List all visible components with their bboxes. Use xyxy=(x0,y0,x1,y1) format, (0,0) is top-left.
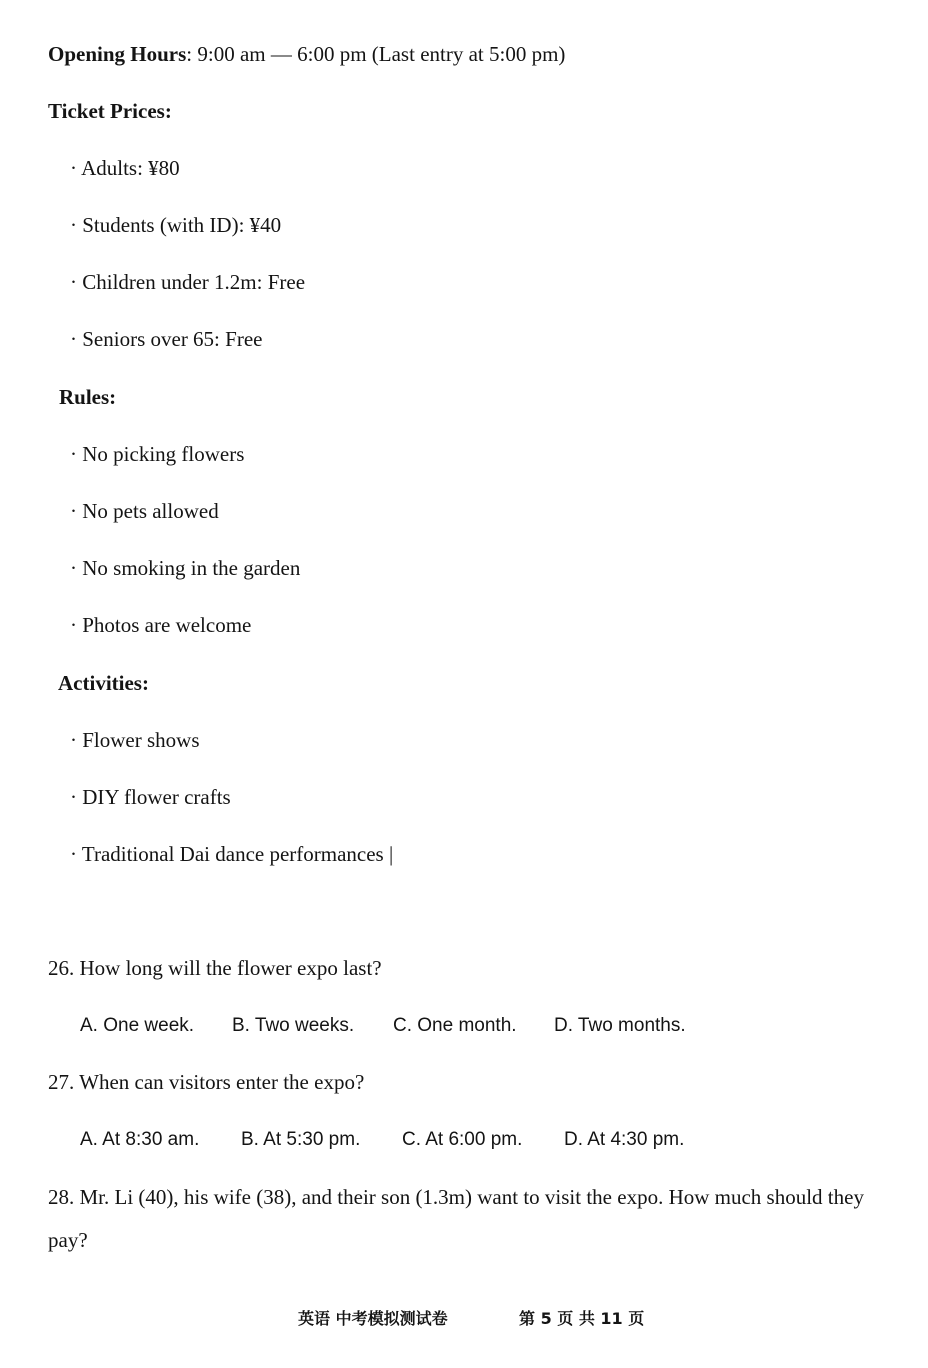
question-26-option-a: A. One week. xyxy=(80,1015,195,1036)
ticket-item-children: · Children under 1.2m: Free xyxy=(70,270,306,294)
rule-item: · No smoking in the garden xyxy=(70,556,301,580)
footer-exam-title: 英语 中考模拟测试卷 xyxy=(298,1309,448,1328)
question-27-option-d: D. At 4:30 pm. xyxy=(564,1129,685,1150)
question-26: 26. How long will the flower expo last? xyxy=(48,956,382,980)
question-26-option-b: B. Two weeks. xyxy=(232,1015,355,1036)
activity-item: · DIY flower crafts xyxy=(70,785,231,809)
question-26-option-d: D. Two months. xyxy=(554,1015,686,1036)
question-27-option-c: C. At 6:00 pm. xyxy=(402,1129,523,1150)
ticket-item-students: · Students (with ID): ¥40 xyxy=(70,213,282,237)
question-28-line-2: pay? xyxy=(48,1228,88,1252)
rules-heading: Rules: xyxy=(59,385,117,409)
question-28-line-1: 28. Mr. Li (40), his wife (38), and their son (1.3m) want to visit the expo. How much should they xyxy=(48,1185,864,1209)
rule-item: · Photos are welcome xyxy=(70,613,252,637)
footer-page-number: 第 5 页 共 11 页 xyxy=(519,1309,645,1328)
question-27-option-b: B. At 5:30 pm. xyxy=(241,1129,361,1150)
activities-heading: Activities: xyxy=(58,671,149,695)
rule-item: · No picking flowers xyxy=(70,442,245,466)
opening-hours-label: Opening Hours xyxy=(48,42,187,66)
ticket-item-seniors: · Seniors over 65: Free xyxy=(70,327,263,351)
ticket-prices-heading: Ticket Prices: xyxy=(48,99,172,123)
activity-item: · Flower shows xyxy=(70,728,200,752)
question-26-option-c: C. One month. xyxy=(393,1015,517,1036)
ticket-item-adults: · Adults: ¥80 xyxy=(70,156,180,180)
question-27-option-a: A. At 8:30 am. xyxy=(80,1129,200,1150)
rule-item: · No pets allowed xyxy=(70,499,219,523)
opening-hours-line xyxy=(48,40,565,68)
activity-item: · Traditional Dai dance performances | xyxy=(70,842,394,866)
opening-hours-value: : 9:00 am — 6:00 pm (Last entry at 5:00 pm) xyxy=(186,42,566,66)
question-27: 27. When can visitors enter the expo? xyxy=(48,1070,365,1094)
